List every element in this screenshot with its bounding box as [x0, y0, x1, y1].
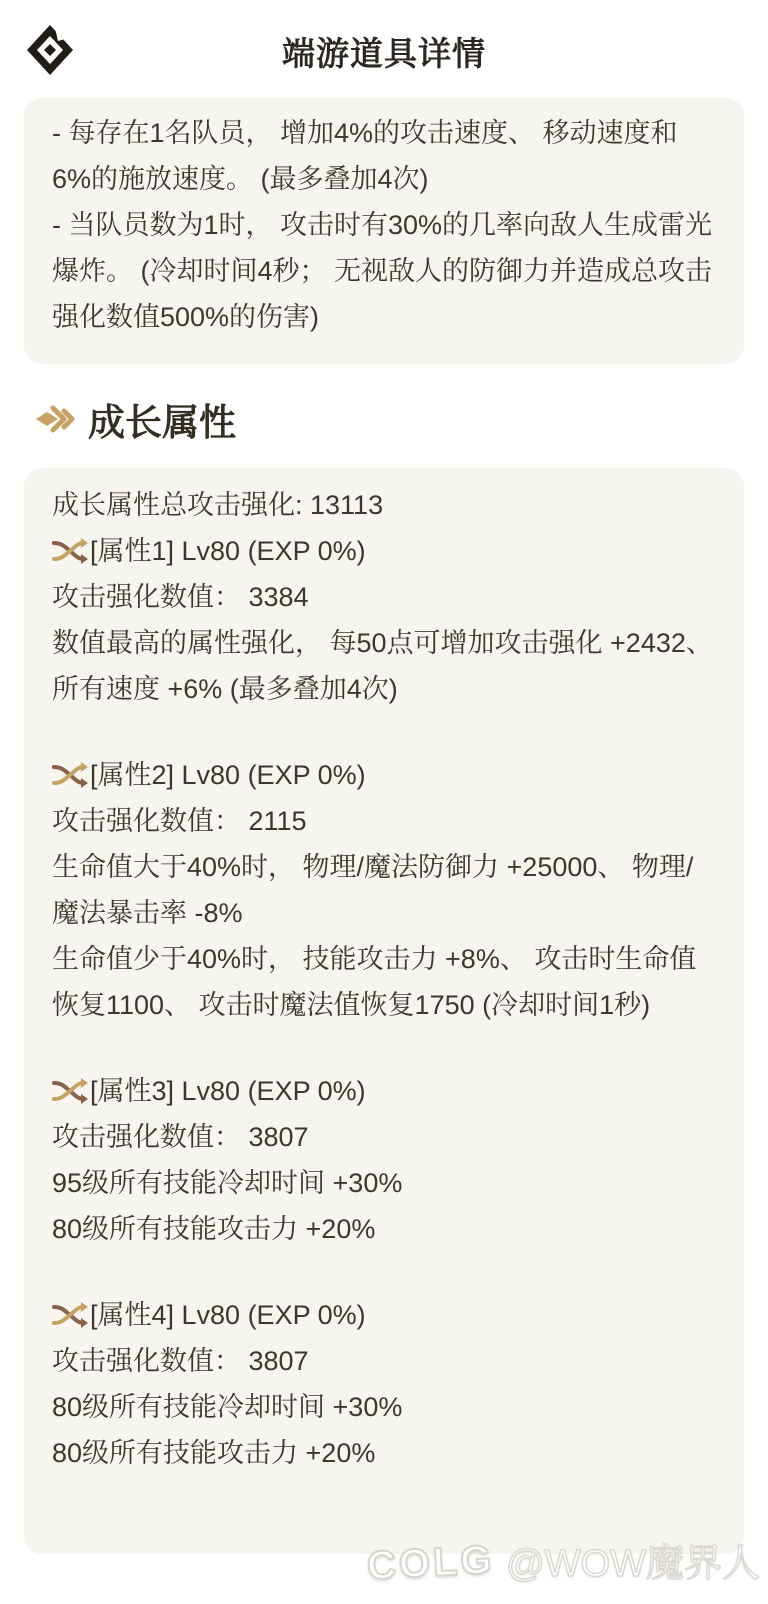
watermark-author: @WOW魔界人 — [506, 1543, 760, 1585]
attribute-effect-line: 生命值少于40%时， 技能攻击力 +8%、 攻击时生命值恢复1100、 攻击时魔法值恢复1750 (冷却时间1秒) — [52, 944, 697, 1020]
attribute-title: [属性2] Lv80 (EXP 0%) — [90, 760, 366, 790]
attribute-header — [52, 752, 716, 798]
growth-section-header — [34, 390, 744, 448]
attribute-effect-line: 95级所有技能冷却时间 +30% — [52, 1168, 403, 1198]
shuffle-icon — [52, 761, 88, 789]
effect-line: - 当队员数为1时， 攻击时有30%的几率向敌人生成雷光爆炸。 (冷却时间4秒； 无视敌人的防御力并造成总攻击强化数值500%的伤害) — [52, 210, 713, 332]
attribute-effect-line: 生命值大于40%时， 物理/魔法防御力 +25000、 物理/魔法暴击率 -8% — [52, 852, 694, 928]
attribute-block — [52, 752, 716, 1028]
attribute-header — [52, 528, 716, 574]
attribute-header — [52, 1292, 716, 1338]
section-title: 成长属性 — [88, 402, 236, 443]
attribute-value-line: 攻击强化数值： 2115 — [52, 806, 307, 836]
watermark-brand-logo: COLG — [365, 1537, 496, 1589]
attribute-effect-line: 80级所有技能冷却时间 +30% — [52, 1392, 403, 1422]
attribute-block — [52, 1068, 716, 1252]
attribute-title: [属性4] Lv80 (EXP 0%) — [90, 1300, 366, 1330]
attribute-effect-line: 80级所有技能攻击力 +20% — [52, 1438, 376, 1468]
shuffle-icon — [52, 1077, 88, 1105]
item-effects-card — [24, 98, 744, 364]
watermark — [367, 1532, 760, 1587]
attribute-value-line: 攻击强化数值： 3384 — [52, 582, 309, 612]
page-title: 端游道具详情 — [282, 35, 486, 72]
header — [0, 0, 768, 98]
total-attack-line: 成长属性总攻击强化: 13113 — [52, 490, 384, 520]
attribute-block — [52, 528, 716, 712]
attribute-header — [52, 1068, 716, 1114]
gold-arrow-icon — [34, 402, 76, 436]
growth-attributes-card — [24, 468, 744, 1554]
shuffle-icon — [52, 1301, 88, 1329]
attribute-block — [52, 1292, 716, 1476]
shuffle-icon — [52, 537, 88, 565]
attribute-value-line: 攻击强化数值： 3807 — [52, 1122, 309, 1152]
attribute-value-line: 攻击强化数值： 3807 — [52, 1346, 309, 1376]
attribute-title: [属性3] Lv80 (EXP 0%) — [90, 1076, 366, 1106]
effect-line: - 每存在1名队员， 增加4%的攻击速度、 移动速度和6%的施放速度。 (最多叠加4次) — [52, 118, 678, 194]
attribute-title: [属性1] Lv80 (EXP 0%) — [90, 536, 366, 566]
colg-diamond-icon — [24, 24, 76, 76]
attribute-effect-line: 数值最高的属性强化， 每50点可增加攻击强化 +2432、 所有速度 +6% (最多叠加4次) — [52, 628, 713, 704]
attribute-effect-line: 80级所有技能攻击力 +20% — [52, 1214, 376, 1244]
